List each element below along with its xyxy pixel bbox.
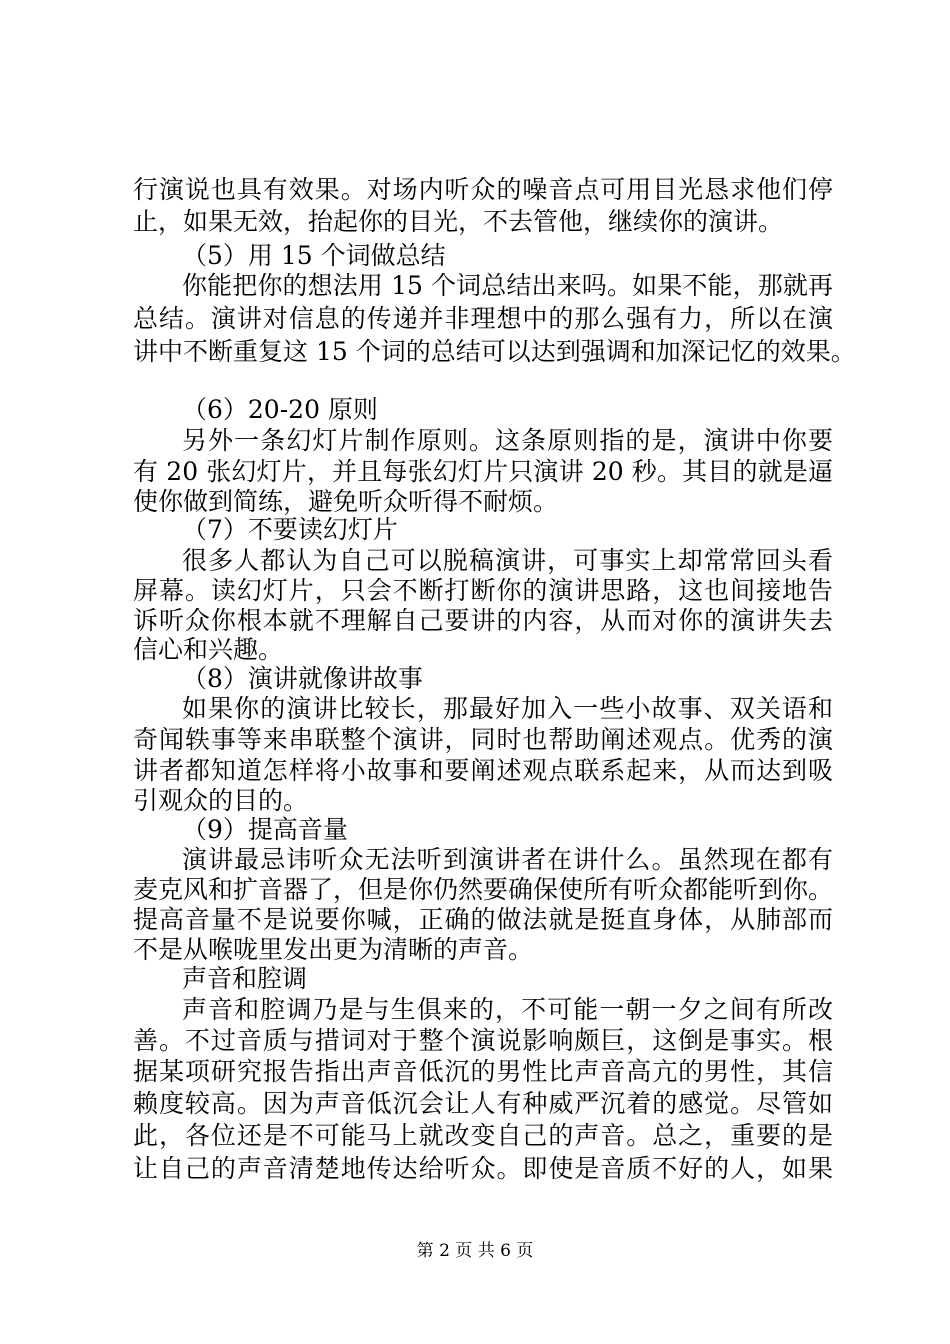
text-line: 如果你的演讲比较长，那最好加入一些小故事、双关语和 bbox=[182, 694, 833, 723]
section-heading: 声音和腔调 bbox=[182, 964, 308, 993]
section-heading: （8）演讲就像讲故事 bbox=[182, 664, 423, 693]
text-line: 奇闻轶事等来串联整个演讲，同时也帮助阐述观点。优秀的演 bbox=[133, 725, 833, 754]
text-line: 此，各位还是不可能马上就改变自己的声音。总之，重要的是 bbox=[133, 1121, 833, 1150]
page-footer: 第 2 页 共 6 页 bbox=[416, 1241, 534, 1261]
text-line: 演讲最忌讳听众无法听到演讲者在讲什么。虽然现在都有 bbox=[182, 845, 833, 874]
text-line: 讲者都知道怎样将小故事和要阐述观点联系起来，从而达到吸 bbox=[133, 756, 833, 785]
text-line: 信心和兴趣。 bbox=[133, 635, 284, 664]
text-line: 有 20 张幻灯片，并且每张幻灯片只演讲 20 秒。其目的就是逼 bbox=[133, 457, 833, 486]
text-line: 麦克风和扩音器了，但是你仍然要确保使所有听众都能听到你。 bbox=[133, 875, 834, 904]
section-heading: （7）不要读幻灯片 bbox=[182, 515, 398, 544]
text-line: 善。不过音质与措词对于整个演说影响颇巨，这倒是事实。根 bbox=[133, 1026, 833, 1055]
section-heading: （6）20-20 原则 bbox=[182, 395, 378, 424]
text-line: 屏幕。读幻灯片，只会不断打断你的演讲思路，这也间接地告 bbox=[133, 576, 833, 605]
text-line: 提高音量不是说要你喊，正确的做法就是挺直身体，从肺部而 bbox=[133, 905, 833, 934]
text-line: 行演说也具有效果。对场内听众的噪音点可用目光恳求他们停 bbox=[133, 175, 833, 204]
text-line: 使你做到简练，避免听众听得不耐烦。 bbox=[133, 487, 559, 516]
text-line: 不是从喉咙里发出更为清晰的声音。 bbox=[133, 935, 534, 964]
text-line: 赖度较高。因为声音低沉会让人有种威严沉着的感觉。尽管如 bbox=[133, 1089, 833, 1118]
section-heading: （5）用 15 个词做总结 bbox=[182, 241, 446, 270]
text-line: 声音和腔调乃是与生俱来的，不可能一朝一夕之间有所改 bbox=[182, 995, 833, 1024]
text-line: 总结。演讲对信息的传递并非理想中的那么强有力，所以在演 bbox=[133, 304, 833, 333]
text-line: 让自己的声音清楚地传达给听众。即使是音质不好的人，如果 bbox=[133, 1154, 833, 1183]
text-line: 你能把你的想法用 15 个词总结出来吗。如果不能，那就再 bbox=[182, 271, 833, 300]
section-heading: （9）提高音量 bbox=[182, 815, 348, 844]
text-line: 引观众的目的。 bbox=[133, 786, 309, 815]
text-line: 据某项研究报告指出声音低沉的男性比声音高亢的男性，其信 bbox=[133, 1057, 833, 1086]
text-line: 很多人都认为自己可以脱稿演讲，可事实上却常常回头看 bbox=[182, 546, 833, 575]
text-line: 讲中不断重复这 15 个词的总结可以达到强调和加深记忆的效果。 bbox=[133, 337, 856, 366]
text-line: 止，如果无效，抬起你的目光，不去管他，继续你的演讲。 bbox=[133, 207, 784, 236]
text-line: 诉听众你根本就不理解自己要讲的内容，从而对你的演讲失去 bbox=[133, 606, 833, 635]
text-line: 另外一条幻灯片制作原则。这条原则指的是，演讲中你要 bbox=[182, 426, 833, 455]
